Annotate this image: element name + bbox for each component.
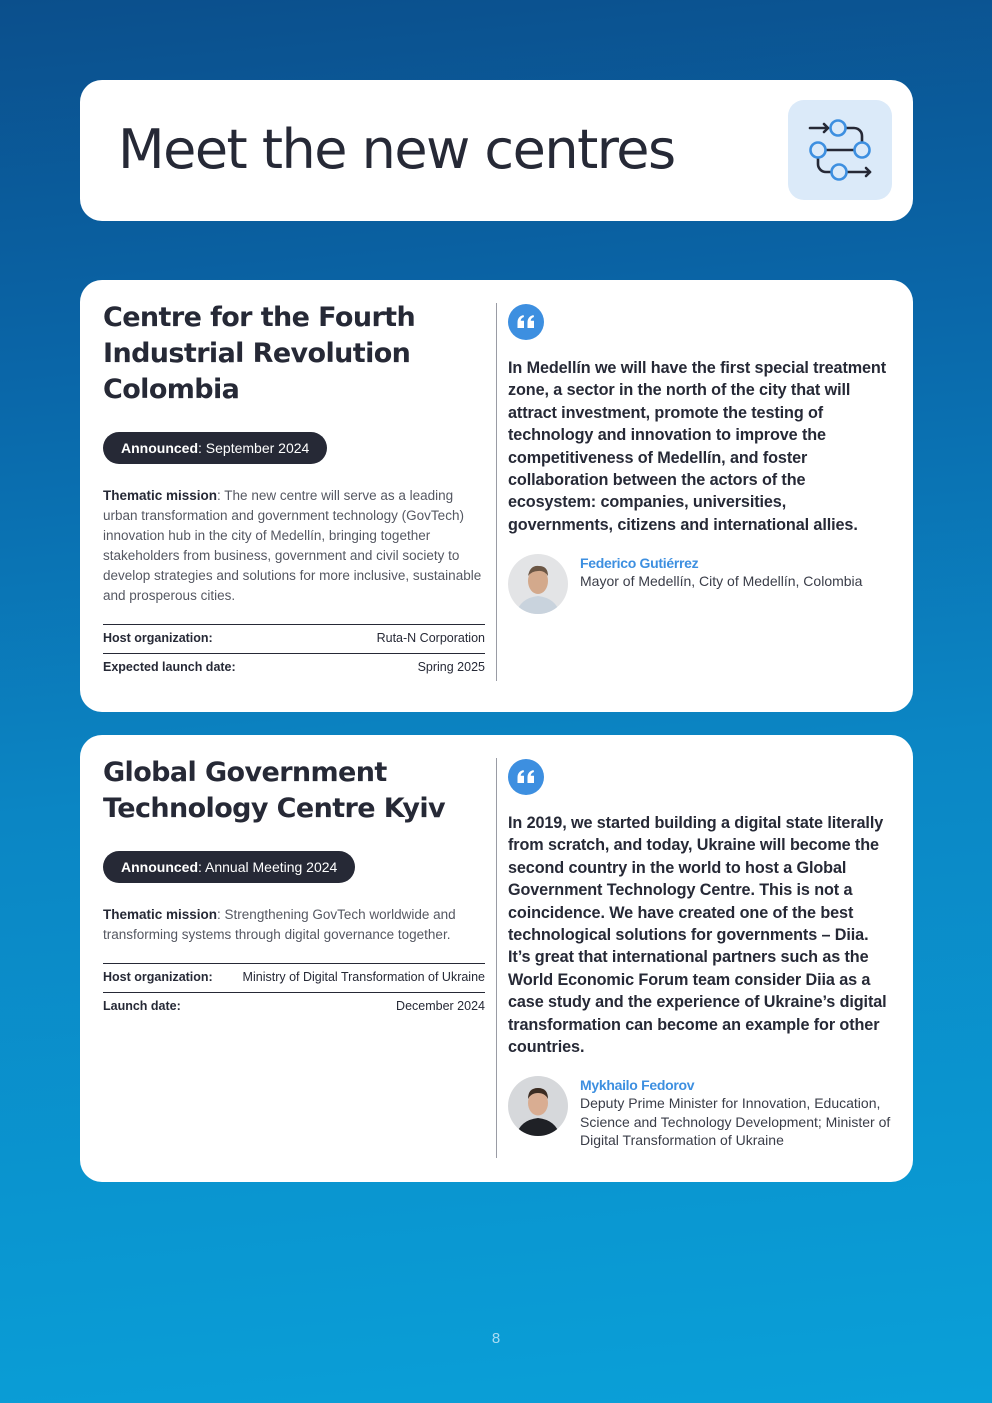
centre-card-colombia [80,280,913,712]
page-number: 8 [491,1330,501,1347]
avatar [508,1076,568,1136]
page-title: Meet the new centres [118,118,675,181]
table-row: Launch date: December 2024 [103,992,485,1021]
column-divider [496,303,497,681]
quote-text: In 2019, we started building a digital state literally from scratch, and today, Ukraine will become the second country in the world to host a Global Government Technology Centre. This is not a coincidence. We have created one of the best technological solutions for governments – Diia. It’s great that international partners such as the World Economic Forum team consider Diia as a case study and the experience of Ukraine’s digital transformation can become an example for other countries. [508,814,887,1057]
quote-text: In Medellín we will have the first special treatment zone, a sector in the north of the city that will attract investment, promote the testing of technology and innovation to improve the competitiveness of Medellín, and foster collaboration between the actors of the ecosystem: companies, universities, governments, citizens and international allies. [508,359,887,534]
quote-block [508,304,893,614]
thematic-mission: Thematic mission: The new centre will serve as a leading urban transformation and government technology (GovTech) innovation hub in the city of Medellín, bringing together stakeholders from business, government and civil society to develop strategies and solutions for more inclusive, sustainable and prosperous cities. [103,488,482,603]
announced-badge: Announced: Annual Meeting 2024 [103,851,355,883]
details-table [103,963,485,1021]
table-row: Host organization: Ministry of Digital Transformation of Ukraine [103,963,485,992]
quote-author [508,554,893,614]
avatar [508,554,568,614]
quote-icon [508,759,544,795]
table-row: Host organization: Ruta-N Corporation [103,624,485,653]
table-row: Expected launch date: Spring 2025 [103,653,485,682]
person-name: Mykhailo Fedorov [580,1077,695,1094]
centre-card-kyiv [80,735,913,1182]
announced-badge: Announced: September 2024 [103,432,327,464]
person-name: Federico Gutiérrez [580,555,699,572]
column-divider [496,758,497,1158]
quote-author [508,1076,893,1150]
centre-title: Global Government Technology Centre Kyiv [103,757,446,824]
details-table [103,624,485,682]
quote-icon [508,304,544,340]
centre-title: Centre for the Fourth Industrial Revolution Colombia [103,302,416,405]
person-role: Mayor of Medellín, City of Medellín, Colombia [580,573,863,590]
person-role: Deputy Prime Minister for Innovation, Education, Science and Technology Development; Minister of Digital Transformation of Ukraine [580,1095,891,1149]
workflow-icon [788,100,892,200]
centre-info [103,755,485,1021]
thematic-mission: Thematic mission: Strengthening GovTech worldwide and transforming systems through digital governance together. [103,907,456,942]
header-card [80,80,913,221]
centre-info [103,300,485,682]
quote-block [508,759,893,1150]
